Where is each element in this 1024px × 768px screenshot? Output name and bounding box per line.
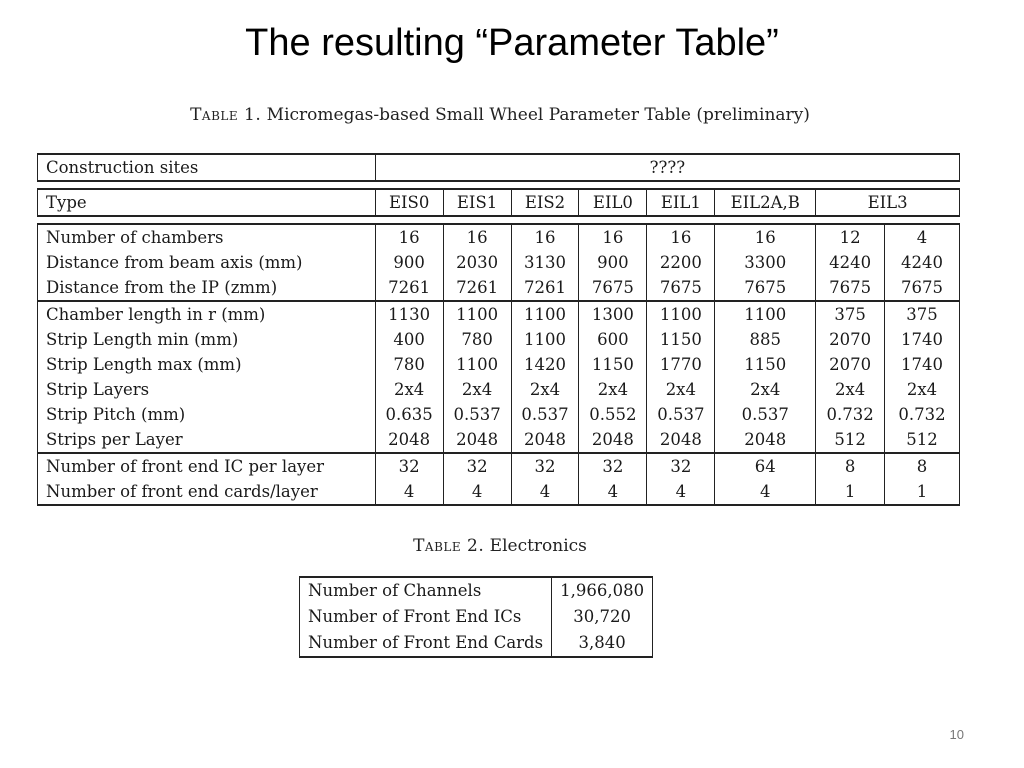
- row-value: 1420: [511, 352, 579, 377]
- row-label: Distance from the IP (zmm): [38, 275, 376, 301]
- row-value: 2x4: [885, 377, 960, 402]
- row-value: 1100: [511, 301, 579, 327]
- row-label: Strip Pitch (mm): [38, 402, 376, 427]
- table1-caption-text: Micromegas-based Small Wheel Parameter Table (preliminary): [266, 105, 810, 125]
- table2-caption: [0, 536, 1000, 556]
- table-row: [300, 630, 653, 657]
- row-value: 4: [443, 479, 511, 505]
- parameter-table-body: [38, 224, 960, 505]
- table-row: [300, 577, 653, 604]
- table-row: [38, 453, 960, 479]
- row-value: 2048: [375, 427, 443, 453]
- row-value: 0.635: [375, 402, 443, 427]
- row-value: 780: [375, 352, 443, 377]
- table-row: [38, 301, 960, 327]
- construction-sites-label: Construction sites: [38, 154, 376, 181]
- row-value: 16: [443, 224, 511, 250]
- row-value: 2048: [647, 427, 715, 453]
- row-value: 1150: [647, 327, 715, 352]
- row-value: 4: [647, 479, 715, 505]
- row-label: Strips per Layer: [38, 427, 376, 453]
- row-value: 4: [885, 224, 960, 250]
- type-col: EIL1: [647, 189, 715, 216]
- row-value: 4: [579, 479, 647, 505]
- row-value: 7675: [715, 275, 816, 301]
- electronics-label: Number of Front End ICs: [300, 604, 552, 630]
- row-value: 2x4: [511, 377, 579, 402]
- row-value: 32: [375, 453, 443, 479]
- row-value: 2070: [816, 352, 885, 377]
- row-value: 2x4: [375, 377, 443, 402]
- row-value: 7675: [579, 275, 647, 301]
- row-value: 2070: [816, 327, 885, 352]
- row-value: 32: [647, 453, 715, 479]
- row-value: 1100: [443, 301, 511, 327]
- row-value: 2048: [443, 427, 511, 453]
- row-value: 2x4: [715, 377, 816, 402]
- row-value: 12: [816, 224, 885, 250]
- construction-sites-value: ????: [375, 154, 959, 181]
- row-value: 0.537: [715, 402, 816, 427]
- table2-caption-text: Electronics: [489, 536, 587, 556]
- row-value: 1150: [715, 352, 816, 377]
- row-value: 1: [816, 479, 885, 505]
- row-value: 16: [715, 224, 816, 250]
- row-label: Chamber length in r (mm): [38, 301, 376, 327]
- row-value: 885: [715, 327, 816, 352]
- row-label: Distance from beam axis (mm): [38, 250, 376, 275]
- row-value: 0.732: [885, 402, 960, 427]
- row-value: 1130: [375, 301, 443, 327]
- row-value: 512: [816, 427, 885, 453]
- row-value: 64: [715, 453, 816, 479]
- table-row: [38, 250, 960, 275]
- row-value: 32: [579, 453, 647, 479]
- row-value: 780: [443, 327, 511, 352]
- row-value: 16: [375, 224, 443, 250]
- table-row: [38, 377, 960, 402]
- row-value: 1100: [715, 301, 816, 327]
- row-value: 1740: [885, 352, 960, 377]
- row-value: 3300: [715, 250, 816, 275]
- row-value: 4: [375, 479, 443, 505]
- row-value: 2030: [443, 250, 511, 275]
- row-value: 32: [443, 453, 511, 479]
- row-value: 3130: [511, 250, 579, 275]
- row-value: 4: [511, 479, 579, 505]
- row-value: 1: [885, 479, 960, 505]
- type-col: EIL2A,B: [715, 189, 816, 216]
- table-row: [300, 604, 653, 630]
- row-value: 7261: [375, 275, 443, 301]
- row-value: 16: [511, 224, 579, 250]
- row-value: 0.537: [511, 402, 579, 427]
- row-value: 2x4: [443, 377, 511, 402]
- row-value: 4240: [816, 250, 885, 275]
- row-value: 1770: [647, 352, 715, 377]
- row-label: Strip Length min (mm): [38, 327, 376, 352]
- row-value: 1100: [647, 301, 715, 327]
- row-value: 2048: [579, 427, 647, 453]
- type-row: [38, 189, 960, 216]
- row-value: 900: [579, 250, 647, 275]
- row-value: 375: [885, 301, 960, 327]
- row-value: 7261: [443, 275, 511, 301]
- type-col: EIS1: [443, 189, 511, 216]
- electronics-label: Number of Channels: [300, 577, 552, 604]
- row-value: 2x4: [816, 377, 885, 402]
- row-value: 0.537: [443, 402, 511, 427]
- row-value: 600: [579, 327, 647, 352]
- table2-caption-label: Table 2.: [413, 536, 485, 556]
- table-row: [38, 479, 960, 505]
- row-value: 7261: [511, 275, 579, 301]
- table-row: [38, 402, 960, 427]
- row-label: Number of chambers: [38, 224, 376, 250]
- row-value: 16: [647, 224, 715, 250]
- row-value: 2048: [715, 427, 816, 453]
- row-value: 1100: [443, 352, 511, 377]
- row-value: 7675: [647, 275, 715, 301]
- electronics-value: 3,840: [552, 630, 653, 657]
- row-label: Strip Layers: [38, 377, 376, 402]
- row-value: 1300: [579, 301, 647, 327]
- parameter-table: [37, 153, 960, 506]
- row-value: 4: [715, 479, 816, 505]
- row-value: 375: [816, 301, 885, 327]
- electronics-label: Number of Front End Cards: [300, 630, 552, 657]
- row-value: 1100: [511, 327, 579, 352]
- row-label: Strip Length max (mm): [38, 352, 376, 377]
- construction-sites-row: [38, 154, 960, 181]
- page-number: 10: [949, 727, 964, 742]
- type-col: EIS0: [375, 189, 443, 216]
- row-value: 2200: [647, 250, 715, 275]
- row-label: Number of front end IC per layer: [38, 453, 376, 479]
- row-label: Number of front end cards/layer: [38, 479, 376, 505]
- row-value: 2x4: [647, 377, 715, 402]
- electronics-value: 30,720: [552, 604, 653, 630]
- table-row: [38, 275, 960, 301]
- type-label: Type: [38, 189, 376, 216]
- type-col: EIL0: [579, 189, 647, 216]
- row-value: 400: [375, 327, 443, 352]
- row-value: 4240: [885, 250, 960, 275]
- table-row: [38, 327, 960, 352]
- row-value: 7675: [816, 275, 885, 301]
- row-value: 16: [579, 224, 647, 250]
- electronics-table: [299, 576, 653, 658]
- row-value: 8: [885, 453, 960, 479]
- row-value: 2048: [511, 427, 579, 453]
- table-row: [38, 427, 960, 453]
- row-value: 8: [816, 453, 885, 479]
- row-value: 0.732: [816, 402, 885, 427]
- slide-title: The resulting “Parameter Table”: [245, 22, 779, 64]
- row-value: 1150: [579, 352, 647, 377]
- type-col: EIL3: [816, 189, 960, 216]
- table-row: [38, 352, 960, 377]
- row-value: 32: [511, 453, 579, 479]
- electronics-value: 1,966,080: [552, 577, 653, 604]
- type-col: EIS2: [511, 189, 579, 216]
- row-value: 2x4: [579, 377, 647, 402]
- table1-caption-label: Table 1.: [190, 105, 262, 125]
- row-value: 1740: [885, 327, 960, 352]
- row-value: 512: [885, 427, 960, 453]
- row-value: 900: [375, 250, 443, 275]
- row-value: 0.552: [579, 402, 647, 427]
- table-row: [38, 224, 960, 250]
- row-value: 7675: [885, 275, 960, 301]
- row-value: 0.537: [647, 402, 715, 427]
- table1-caption: [0, 105, 1000, 125]
